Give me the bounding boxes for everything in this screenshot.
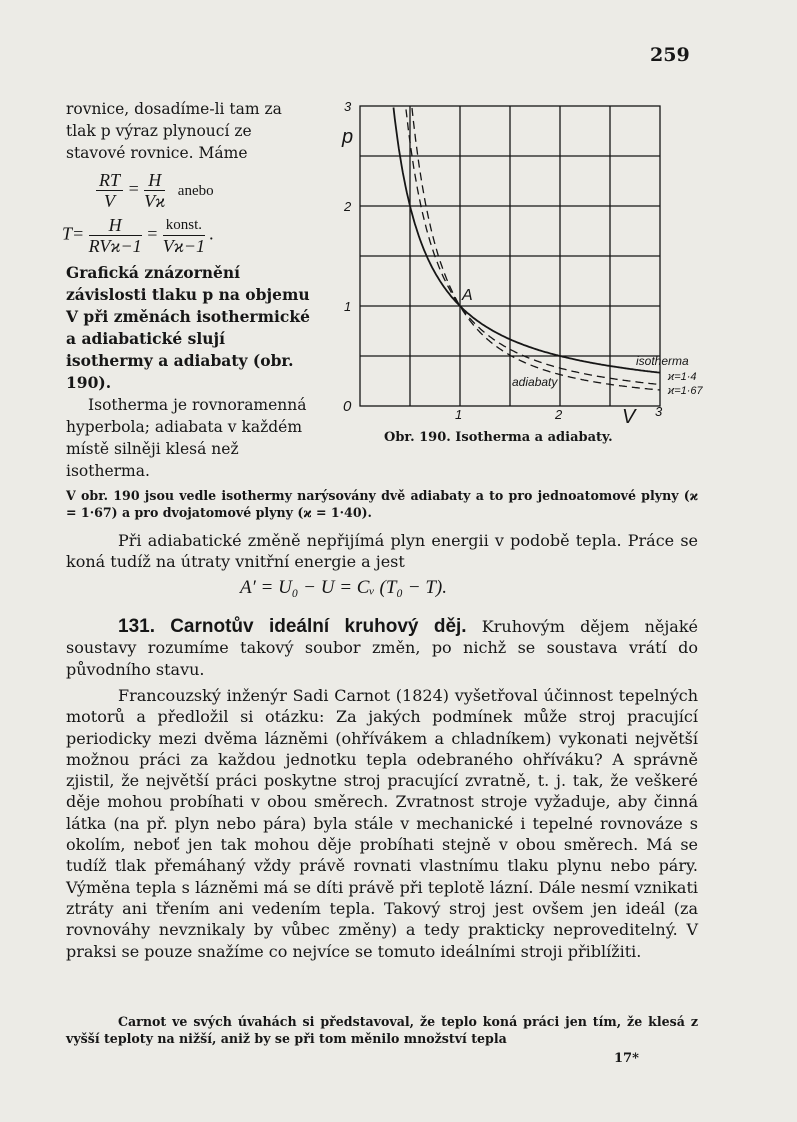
intro-text: rovnice, dosadíme-li tam za tlak p výraz plynoucí ze stavové rovnice. Máme [66,100,282,162]
adiabat-label: adiabaty [512,375,558,389]
eq1-num-left: RT [96,170,123,191]
equation-1 [96,170,311,211]
section-number: 131. [118,616,155,637]
y-tick-1: 1 [344,299,352,314]
eq1-den-left: V [104,191,115,211]
figure-caption: Obr. 190. Isotherma a adiabaty. [384,430,613,445]
isotherm-paragraph: Isotherma je rovnoramenná hyperbola; adiabata v každém místě silněji klesá než isotherma. [66,396,307,480]
section-title: Carnotův ideální kruhový děj. [170,616,467,637]
y-tick-2: 2 [344,199,352,214]
x-axis-label: V [622,406,636,428]
y-tick-3: 3 [344,99,352,114]
eq2-num2: konst. [163,215,205,236]
point-a-label: A [462,287,473,304]
eq1-anebo: anebo [177,182,214,199]
x-tick-2: 2 [555,407,563,422]
equation-2 [62,215,311,256]
carnot-paragraph: Francouzský inženýr Sadi Carnot (1824) vyšetřoval účinnost tepelných motorů a předložil si otázku: Za jakých podmínek může stroj pracující periodicky mezi dvěma lázněmi (ohřívákem a chladníkem) vykonati největší možnou práci za každou jednotku tepla odebraného ohříváku? A správně zjistil, že největší práci poskytne stroj pracující zvratně, t. j. tak, že veškeré děje mohou probíhati v obou směrech. Zvratnost stroje vyžaduje, aby činná látka (na př. plyn nebo pára) byla stále v mechanické i tepelné rovnováze s okolím, neboť jen tak mohou děje probíhati stejně v obou směrech. Má se tudíž tlak přemáhaný vždy právě rovnati vlastnímu tlaku plynu nebo páry. Výměna tepla s lázněmi má se díti právě při teplotě lázní. Dále nesmí vznikati ztráty ani třením ani vedením tepla. Takový stroj jest ovšem jen ideál (za rovnováhy nevznikaly by vůbec změny) a tedy prakticky neproveditelný. V praksi se pouze snažíme co nejvíce se tomuto ideálními stroji přiblížiti. [66,686,698,961]
x-tick-3: 3 [655,404,663,419]
footnote: Carnot ve svých úvahách si představoval, že teplo koná práci jen tím, že klesá z vyšší teploty na nižší, aniž by se při tom měnilo množství tepla [66,1014,698,1046]
adiabat-curve-1-67 [412,108,660,390]
x-tick-1: 1 [455,407,463,422]
page-number: 259 [650,44,690,66]
printer-signature: 17* [614,1051,639,1066]
figure-190-chart [340,98,740,428]
eq1-num-right: H [144,170,165,191]
eq2-den1: RVϰ−1 [88,236,142,256]
eq2-lhs: T= [62,223,85,244]
y-tick-0: 0 [343,398,352,415]
work-equation: A′ = U₀ − U = Cᵥ (T₀ − T). [240,577,447,598]
eq2-num1: H [89,215,142,236]
isotherm-label: isotherma [636,354,689,368]
eq2-period: . [209,223,215,244]
adiabat-curve-1-4 [406,109,660,384]
section-131 [66,616,698,680]
left-column [62,98,311,482]
grid [360,106,660,406]
figure-note: V obr. 190 jsou vedle isothermy narýsovány dvě adiabaty a to pro jednoatomové plyny (ϰ = 1·67) a pro dvojatomové plyny (ϰ = 1·40). [66,488,698,520]
eq1-equals: = [127,178,140,199]
adiabatic-paragraph: Při adiabatické změně nepřijímá plyn energii v podobě tepla. Práce se koná tudíž na útraty vnitřní energie a jest [66,531,698,572]
kappa-1-4-label: ϰ=1·4 [668,371,697,383]
section-definition: Kruhovým dějem nějaké soustavy rozumíme takový soubor změn, po nichž se soustava vrátí do původního stavu. [66,617,699,679]
eq2-den2: Vϰ−1 [162,236,206,256]
kappa-1-67-label: ϰ=1·67 [668,385,703,397]
eq1-den-right: Vϰ [144,191,166,211]
eq2-equals: = [146,223,159,244]
graphical-paragraph: Grafická znázornění závislosti tlaku p na objemu V při změnách isothermické a adiabatické slují isothermy a adiabaty (obr. 190). [66,263,310,392]
y-axis-label: p [342,126,354,148]
